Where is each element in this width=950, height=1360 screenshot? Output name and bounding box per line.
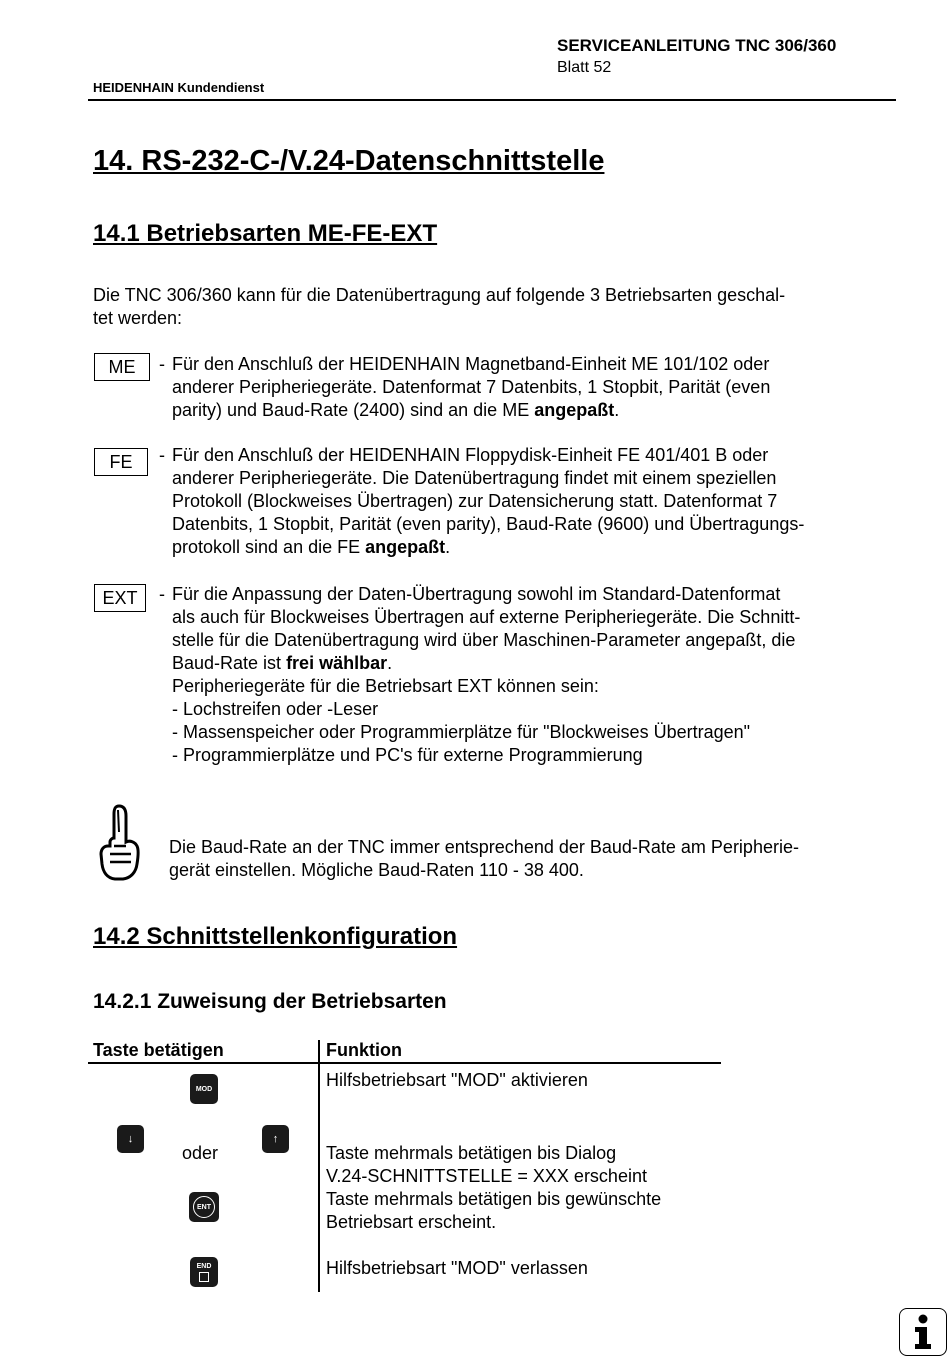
info-icon bbox=[899, 1308, 947, 1356]
mode-tag-me: ME bbox=[94, 353, 150, 381]
desc-line: anderer Peripheriegeräte. Datenformat 7 Datenbits, 1 Stopbit, Parität (even bbox=[172, 377, 771, 397]
intro-paragraph bbox=[93, 284, 863, 330]
mode-dash: - bbox=[159, 354, 165, 374]
end-key-icon bbox=[190, 1257, 218, 1287]
note-line: gerät einstellen. Mögliche Baud-Raten 110 - 38 400. bbox=[169, 860, 584, 880]
mode-description-ext: Für die Anpassung der Daten-Übertragung sowohl im Standard-Datenformat als auch für Blockweises Übertragen auf externe Peripheriegeräte. Die Schnitt- stelle für die Datenübertragung wird über Maschinen-Parameter angepaßt, die Baud-Rate ist frei wählbar. Peripheriegeräte für die Betriebsart EXT können sein: - Lochstreifen oder -Leser - Massenspeicher oder Programmierplätze für "Blockweises Übertragen" - Programmierplätze und PC's für externe Programmierung bbox=[172, 583, 872, 767]
section-heading: 14. RS-232-C-/V.24-Datenschnittstelle bbox=[93, 145, 605, 177]
desc-line: anderer Peripheriegeräte. Die Datenübertragung findet mit einem speziellen bbox=[172, 468, 777, 488]
end-key-label: END bbox=[196, 1262, 212, 1270]
intro-line: Die TNC 306/360 kann für die Datenübertragung auf folgende 3 Betriebsarten geschal- bbox=[93, 285, 786, 305]
mode-tag-ext: EXT bbox=[94, 584, 146, 612]
ent-key-label: ENT bbox=[193, 1196, 215, 1218]
table-column-divider bbox=[318, 1040, 320, 1292]
manual-title: SERVICEANLEITUNG TNC 306/360 bbox=[557, 36, 837, 55]
department-label: HEIDENHAIN Kundendienst bbox=[93, 80, 265, 95]
function-text: Taste mehrmals betätigen bis gewünschte bbox=[326, 1189, 662, 1209]
subsection-heading-config: 14.2 Schnittstellenkonfiguration bbox=[93, 923, 458, 950]
function-text: Hilfsbetriebsart "MOD" verlassen bbox=[326, 1258, 588, 1278]
mode-dash: - bbox=[159, 584, 165, 604]
table-row-function bbox=[326, 1069, 588, 1092]
sheet-number: Blatt 52 bbox=[557, 59, 612, 76]
list-item: - Massenspeicher oder Programmierplätze für "Blockweises Übertragen" bbox=[172, 722, 751, 742]
list-item: - Programmierplätze und PC's für externe Programmierung bbox=[172, 745, 643, 765]
pointing-hand-icon bbox=[97, 802, 143, 882]
column-header-function: Funktion bbox=[326, 1040, 402, 1060]
arrow-down-key-icon: ↓ bbox=[117, 1125, 144, 1153]
intro-line: tet werden: bbox=[93, 308, 183, 328]
desc-line: parity) und Baud-Rate (2400) sind an die ME bbox=[172, 400, 535, 420]
function-text: Hilfsbetriebsart "MOD" aktivieren bbox=[326, 1070, 588, 1090]
ent-key-icon bbox=[189, 1192, 219, 1222]
mode-dash: - bbox=[159, 445, 165, 465]
desc-line: Für die Anpassung der Daten-Übertragung sowohl im Standard-Datenformat bbox=[172, 584, 781, 604]
desc-line: stelle für die Datenübertragung wird über Maschinen-Parameter angepaßt, die bbox=[172, 630, 796, 650]
table-row-function bbox=[326, 1142, 647, 1188]
note-line: Die Baud-Rate an der TNC immer entsprechend der Baud-Rate am Peripherie- bbox=[169, 837, 799, 857]
mode-description-me: Für den Anschluß der HEIDENHAIN Magnetband-Einheit ME 101/102 oder anderer Peripheriegeräte. Datenformat 7 Datenbits, 1 Stopbit, Parität (even parity) und Baud-Rate (2400) sind an die ME angepaßt. bbox=[172, 353, 872, 422]
desc-line: Für den Anschluß der HEIDENHAIN Magnetband-Einheit ME 101/102 oder bbox=[172, 354, 770, 374]
emphasis-text: frei wählbar bbox=[286, 653, 388, 673]
subsubsection-heading: 14.2.1 Zuweisung der Betriebsarten bbox=[93, 990, 447, 1013]
mode-tag-fe: FE bbox=[94, 448, 148, 476]
header-rule bbox=[88, 99, 896, 101]
end-key-square bbox=[199, 1272, 209, 1282]
desc-line: Peripheriegeräte für die Betriebsart EXT können sein: bbox=[172, 676, 599, 696]
desc-line: Datenbits, 1 Stopbit, Parität (even parity), Baud-Rate (9600) und Übertragungs- bbox=[172, 514, 805, 534]
emphasis-text: angepaßt bbox=[534, 400, 615, 420]
list-item: - Lochstreifen oder -Leser bbox=[172, 699, 379, 719]
table-row-function bbox=[326, 1188, 661, 1234]
subsection-heading-modes: 14.1 Betriebsarten ME-FE-EXT bbox=[93, 220, 438, 247]
desc-line: Protokoll (Blockweises Übertragen) zur Datensicherung statt. Datenformat 7 bbox=[172, 491, 778, 511]
desc-line: protokoll sind an die FE bbox=[172, 537, 366, 557]
function-text: Taste mehrmals betätigen bis Dialog bbox=[326, 1143, 617, 1163]
desc-line: als auch für Blockweises Übertragen auf externe Peripheriegeräte. Die Schnitt- bbox=[172, 607, 801, 627]
baud-rate-note bbox=[169, 836, 869, 882]
desc-line: Für den Anschluß der HEIDENHAIN Floppydisk-Einheit FE 401/401 B oder bbox=[172, 445, 769, 465]
table-header-rule bbox=[88, 1062, 721, 1064]
mode-description-fe: Für den Anschluß der HEIDENHAIN Floppydisk-Einheit FE 401/401 B oder anderer Peripheriegeräte. Die Datenübertragung findet mit einem speziellen Protokoll (Blockweises Übertragen) zur Datensicherung statt. Datenformat 7 Datenbits, 1 Stopbit, Parität (even parity), Baud-Rate (9600) und Übertragungs- protokoll sind an die FE angepaßt. bbox=[172, 444, 872, 559]
or-label: oder bbox=[182, 1143, 219, 1163]
emphasis-text: angepaßt bbox=[365, 537, 446, 557]
column-header-key: Taste betätigen bbox=[93, 1040, 224, 1060]
desc-line: Baud-Rate ist bbox=[172, 653, 287, 673]
function-text: Betriebsart erscheint. bbox=[326, 1212, 497, 1232]
function-text: V.24-SCHNITTSTELLE = XXX erscheint bbox=[326, 1166, 647, 1186]
arrow-up-key-icon: ↑ bbox=[262, 1125, 289, 1153]
table-row-function bbox=[326, 1257, 588, 1280]
mod-key-icon: MOD bbox=[190, 1074, 218, 1104]
